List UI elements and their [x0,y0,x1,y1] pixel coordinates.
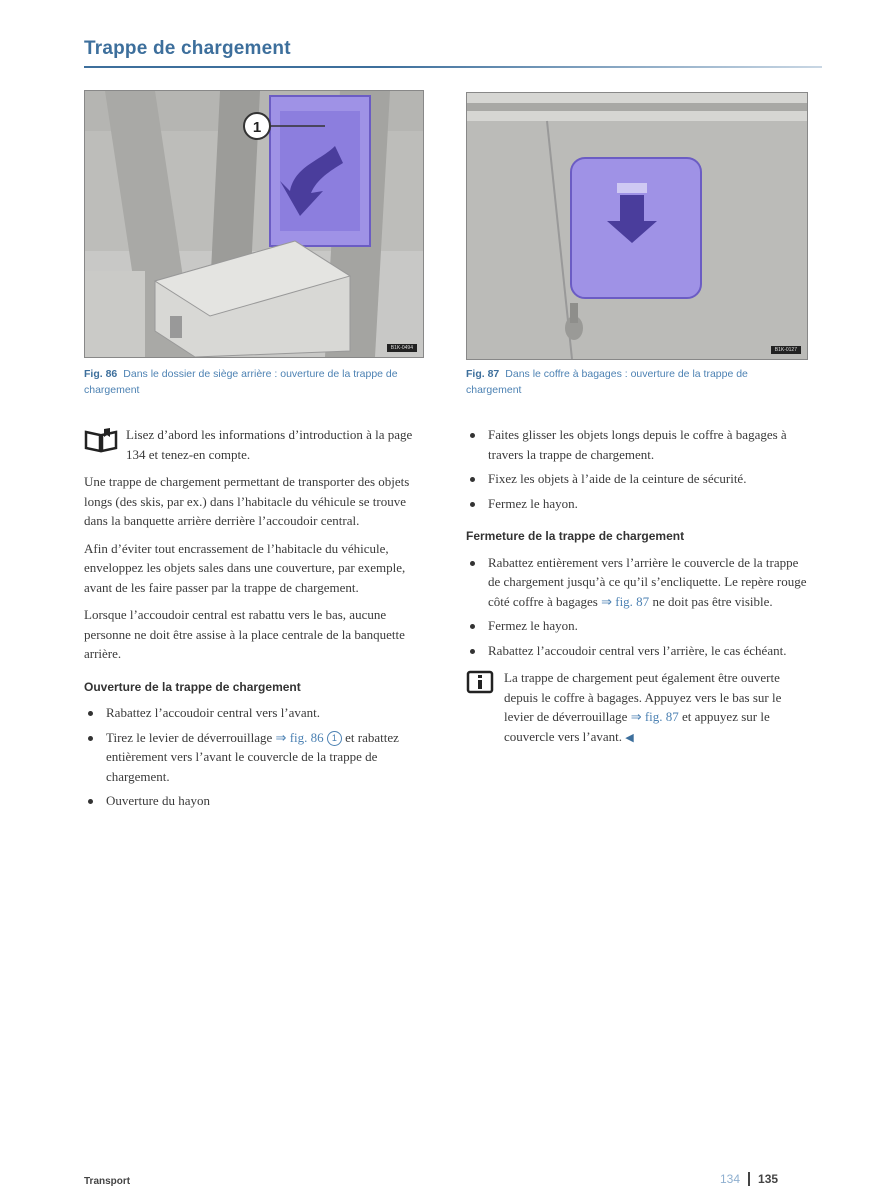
caption-text: Dans le coffre à bagages : ouverture de la trappe de chargement [466,368,748,396]
page-separator [748,1172,750,1186]
trunk-illustration [467,93,807,359]
info-text: La trappe de chargement peut également être ouverte depuis le coffre à bagages. Appuyez vers le bas sur le levier de déverrouillage ⇒ fig. 87 et appuyez sur le couvercle vers l’avant. ◀ [504,670,782,744]
list-item [84,728,429,787]
bullet-list [84,703,429,811]
figure-code: B1K-0494 [387,344,417,352]
figure-86-caption [84,366,424,398]
list-item: Fermez le hayon. [466,494,811,514]
page-title: Trappe de chargement [84,38,291,59]
book-icon [84,427,118,459]
figure-link[interactable]: ⇒ fig. 87 [630,709,679,724]
figure-86-rear-seat [84,90,424,358]
paragraph: Une trappe de chargement permettant de transporter des objets longs (des skis, par ex.) dans l’habitacle du véhicule se trouve dans la banquette arrière derrière l’accoudoir central. [84,474,410,528]
figure-number: Fig. 86 [84,368,118,380]
figure-code: B1K-0127 [771,346,801,354]
figure-link[interactable]: ⇒ fig. 86 [275,729,324,745]
end-of-section-icon: ◀ [625,731,634,744]
list-item: Rabattez l’accoudoir central vers l’avant. [84,703,429,723]
callout-1: 1 [252,119,262,136]
list-item-text: Rabattez entièrement vers l’arrière le couvercle de la trappe de chargement jusqu’à ce qu’il s’encliquette. Le repère rouge côté coffre à bagages [488,554,807,609]
list-item: Fermez le hayon. [466,616,811,636]
page-number-a: 134 [720,1172,741,1186]
callout-ref: 1 [327,731,342,746]
page-number [720,1172,778,1186]
list-item: Ouverture du hayon [84,791,429,811]
paragraph: Afin d’éviter tout encrassement de l’habitacle du véhicule, enveloppez les objets sales dans une couverture, par exemple, avant de les faire passer par la trappe de chargement. [84,540,406,595]
figure-number: Fig. 87 [466,368,500,380]
list-item-text: et rabattez entièrement vers l’avant le couvercle de la trappe de chargement. [106,729,399,784]
figure-link[interactable]: ⇒ fig. 87 [601,593,650,609]
caption-text: Dans le dossier de siège arrière : ouverture de la trappe de chargement [84,368,398,396]
bullet-list [466,553,811,661]
list-item: Faites glisser les objets longs depuis le coffre à bagages à travers la trappe de chargement. [466,425,811,464]
bullet-list [466,425,811,513]
section-heading: Ouverture de la trappe de chargement [84,679,301,694]
rear-seat-illustration [85,91,423,357]
info-note [466,668,811,748]
list-item [466,553,811,612]
list-item: Rabattez l’accoudoir central vers l’arrière, le cas échéant. [466,641,811,661]
section-heading: Fermeture de la trappe de chargement [466,529,685,543]
figure-87-caption [466,366,806,398]
list-item-text: Tirez le levier de déverrouillage [106,729,273,745]
list-item: Fixez les objets à l’aide de la ceinture de sécurité. [466,469,811,489]
note-text: Lisez d’abord les informations d’introduction à la page 134 et tenez-en compte. [126,427,413,462]
list-item-text: ne doit pas être visible. [652,593,773,609]
header-rule [84,66,822,68]
page-number-b: 135 [758,1172,779,1186]
right-column [466,425,811,756]
left-column [84,425,429,819]
figure-87-trunk [466,92,808,360]
info-icon [466,670,496,702]
footer-section: Transport [84,1176,131,1187]
intro-note [84,425,429,464]
paragraph: Lorsque l’accoudoir central est rabattu vers le bas, aucune personne ne doit être assise à la place centrale de la banquette arrière. [84,607,405,661]
